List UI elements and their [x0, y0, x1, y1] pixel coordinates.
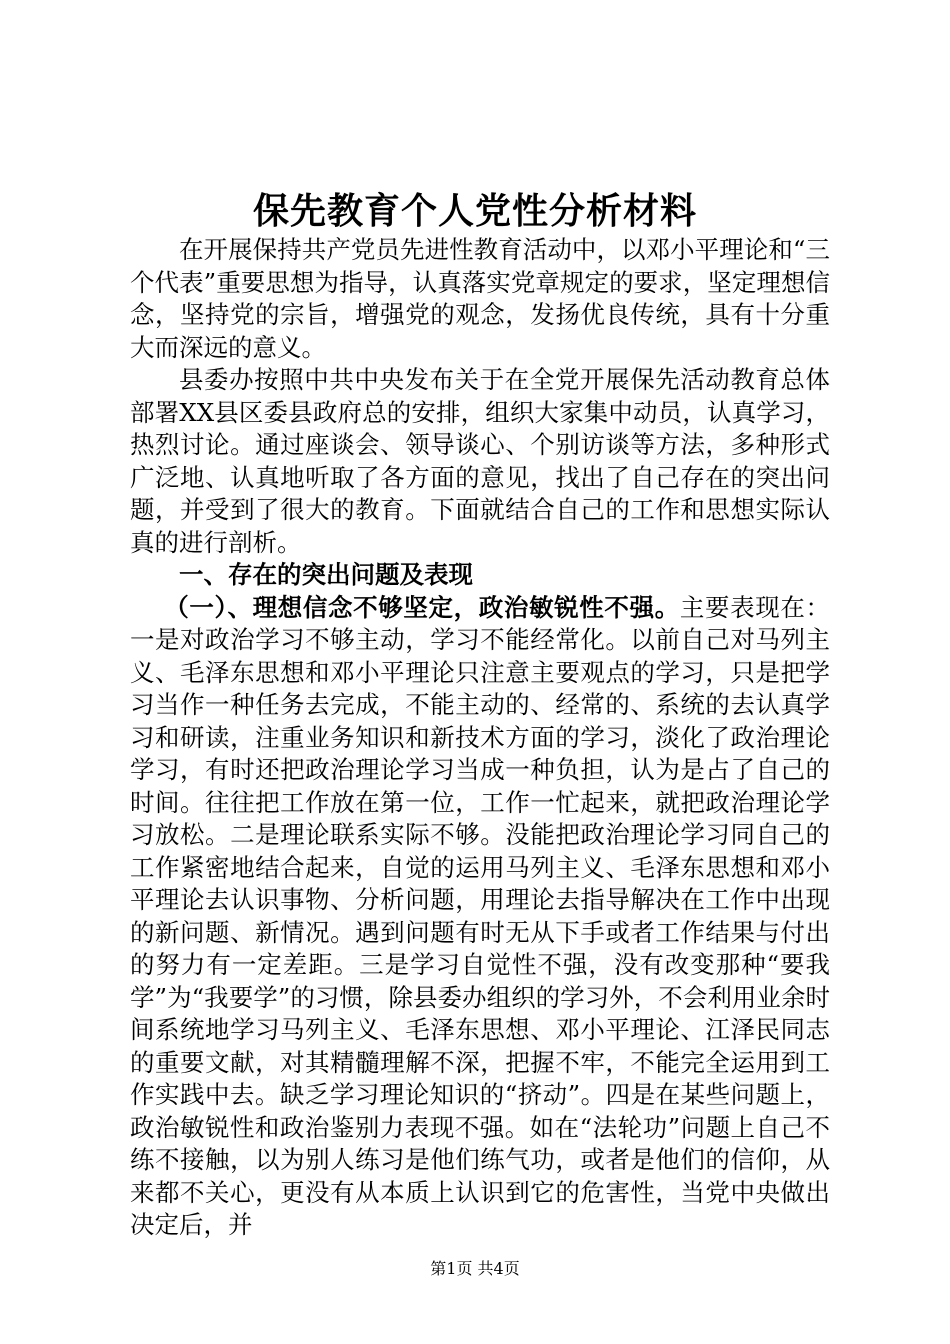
subsection-paragraph [130, 592, 830, 1242]
document-body [130, 234, 830, 1242]
document-title: 保先教育个人党性分析材料 [252, 191, 697, 232]
subsection-heading: （一）、理想信念不够坚定，政治敏锐性不强。 [164, 592, 680, 622]
paragraph-intro: 在开展保持共产党员先进性教育活动中，以邓小平理论和“三个代表”重要思想为指导，认真落实党章规定的要求，坚定理想信念，坚持党的宗旨，增强党的观念，发扬优良传统，具有十分重大而深远的意义。 [130, 235, 830, 362]
subsection-text: 主要表现在：一是对政治学习不够主动，学习不能经常化。以前自己对马列主义、毛泽东思想和邓小平理论只注意主要观点的学习，只是把学习当作一种任务去完成，不能主动的、经常的、系统的去认真学习和研读，注重业务知识和新技术方面的学习，淡化了政治理论学习，有时还把政治理论学习当成一种负担，认为是占了自己的时间。往往把工作放在第一位，工作一忙起来，就把政治理论学习放松。二是理论联系实际不够。没能把政治理论学习同自己的工作紧密地结合起来，自觉的运用马列主义、毛泽东思想和邓小平理论去认识事物、分析问题，用理论去指导解决在工作中出现的新问题、新情况。遇到问题有时无从下手或者工作结果与付出的努力有一定差距。三是学习自觉性不强，没有改变那种“要我学”为“我要学”的习惯，除县委办组织的学习外，不会利用业余时间系统地学习马列主义、毛泽东思想、邓小平理论、江泽民同志的重要文献，对其精髓理解不深，把握不牢，不能完全运用到工作实践中去。缺乏学习理论知识的“挤动”。四是在某些问题上，政治敏锐性和政治鉴别力表现不强。如在“法轮功”问题上自己不练不接触，以为别人练习是他们练气功，或者是他们的信仰，从来都不关心，更没有从本质上认识到它的危害性，当党中央做出决定后，并 [130, 592, 831, 1239]
page-footer: 第1页 共4页 [430, 1259, 520, 1278]
paragraph-background: 县委办按照中共中央发布关于在全党开展保先活动教育总体部署XX县区委县政府总的安排，组织大家集中动员，认真学习，热烈讨论。通过座谈会、领导谈心、个别访谈等方法，多种形式广泛地、认真地听取了各方面的意见，找出了自己存在的突出问题，并受到了很大的教育。下面就结合自己的工作和思想实际认真的进行剖析。 [130, 365, 830, 557]
section-heading: 一、存在的突出问题及表现 [179, 560, 473, 589]
